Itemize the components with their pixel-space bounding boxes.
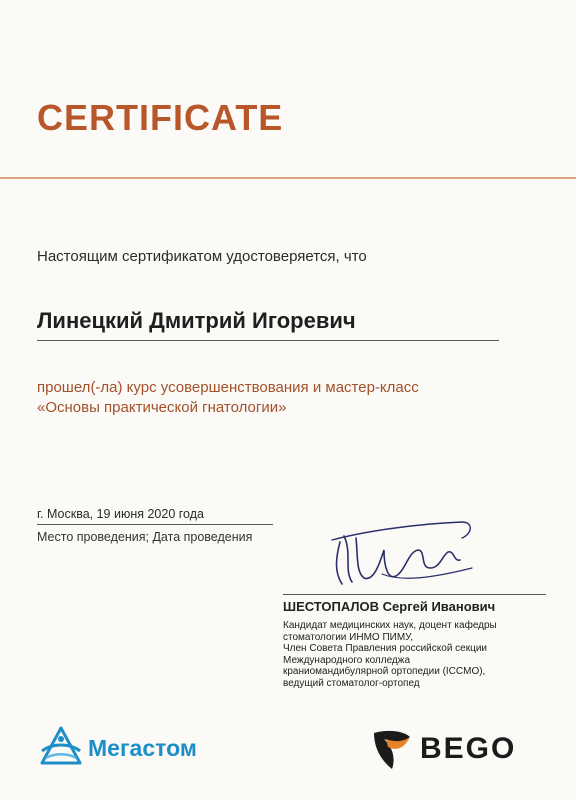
signer-desc-line: Член Совета Правления российской секции: [283, 643, 488, 654]
signer-desc-line: краниомандибулярной ортопедии (ICCMO),: [283, 666, 486, 677]
signer-description: [283, 620, 497, 689]
handwritten-signature: [322, 512, 482, 592]
place-date-label: Место проведения; Дата проведения: [37, 530, 253, 544]
signer-desc-line: стоматологии ИНМО ПИМУ,: [283, 631, 413, 643]
intro-text: Настоящим сертификатом удостоверяется, что: [37, 248, 367, 265]
course-line-2: «Основы практической гнатологии»: [37, 399, 287, 416]
signer-desc-line: Международного колледжа: [283, 654, 411, 666]
signer-desc-line: ведущий стоматолог-ортопед: [283, 677, 420, 689]
megastom-logo: [38, 725, 197, 771]
bego-logo: [370, 727, 516, 771]
signer-name: ШЕСТОПАЛОВ Сергей Иванович: [283, 599, 496, 614]
megastom-logo-icon: [38, 725, 84, 771]
certificate-title: CERTIFICATE: [37, 97, 284, 138]
recipient-name-underline: [37, 340, 499, 341]
recipient-name: Линецкий Дмитрий Игоревич: [37, 308, 356, 333]
bego-logo-text: BEGO: [420, 732, 517, 765]
place-date-value: г. Москва, 19 июня 2020 года: [37, 507, 204, 521]
signer-desc-line: Кандидат медицинских наук, доцент кафедры: [283, 620, 497, 631]
place-date-underline: [37, 524, 273, 525]
course-description: [37, 378, 419, 418]
course-line-1: прошел(-ла) курс усовершенствования и мастер-класс: [37, 379, 419, 396]
title-divider: [0, 177, 576, 179]
signature-line: [283, 594, 546, 595]
bego-logo-icon: [370, 727, 412, 771]
megastom-logo-text: Мегастом: [88, 734, 197, 761]
